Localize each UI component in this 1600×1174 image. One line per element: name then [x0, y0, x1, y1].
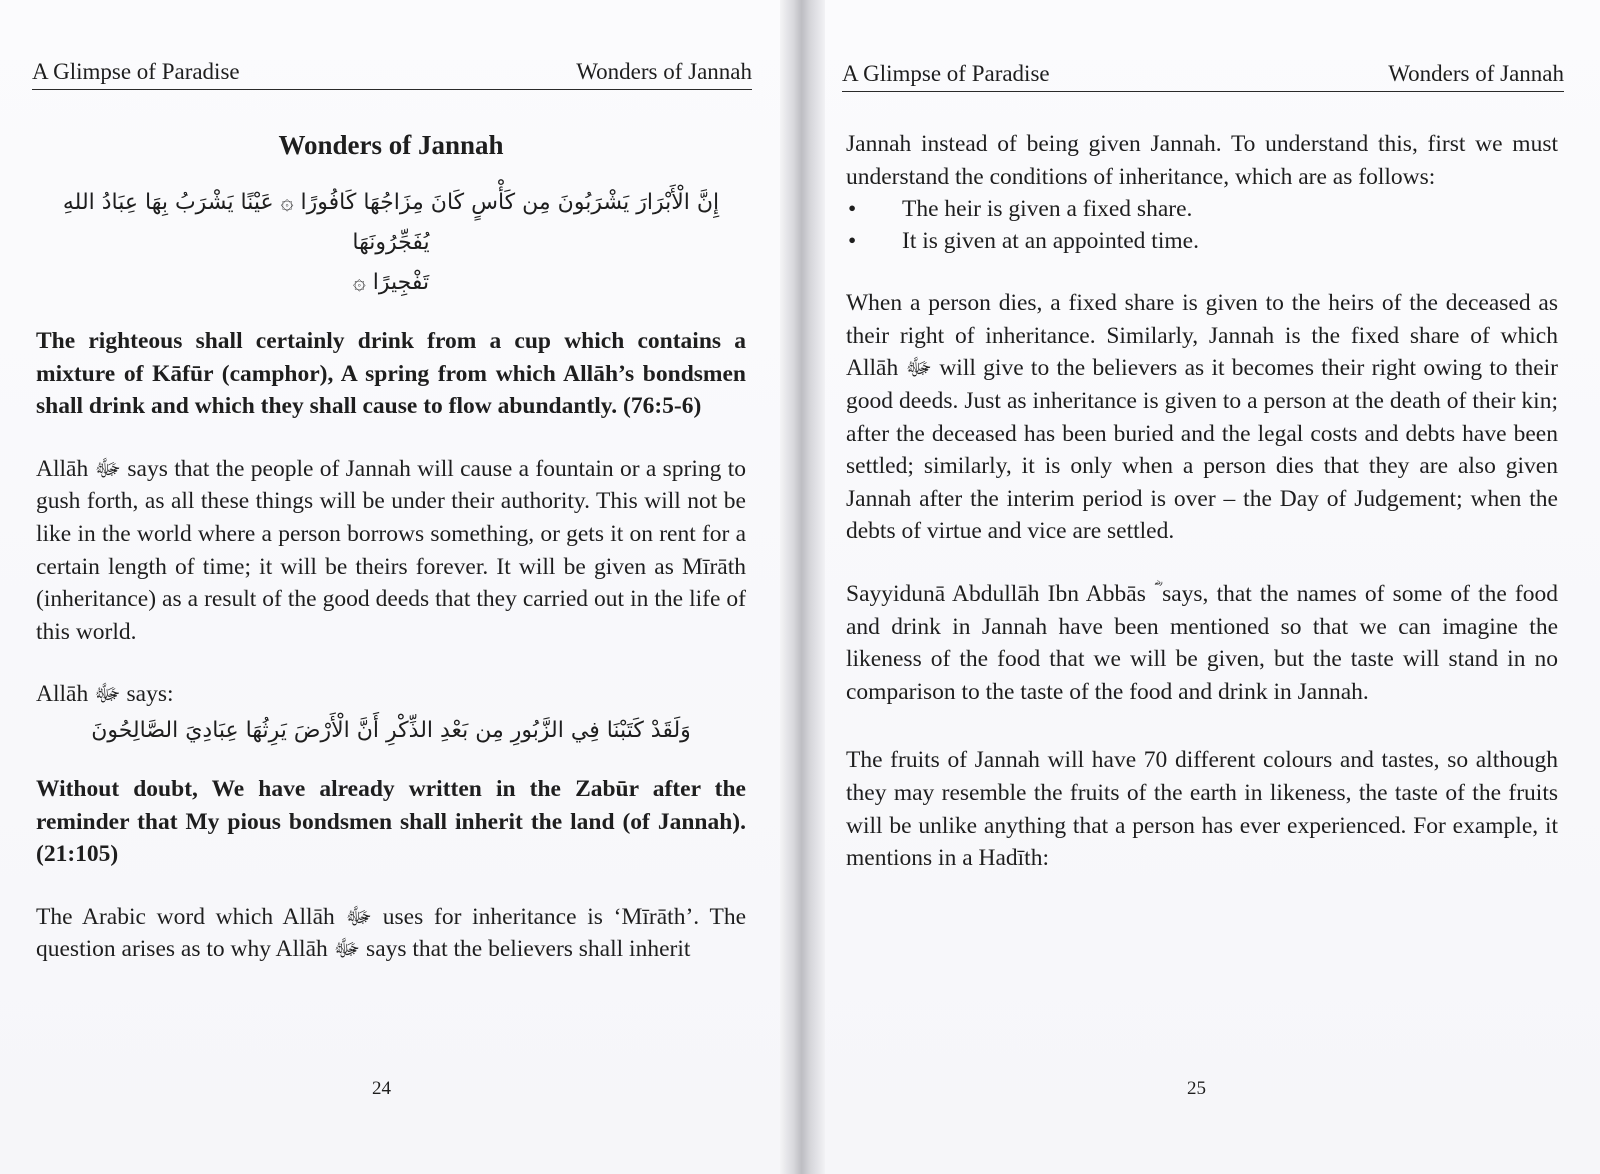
right-page	[810, 0, 1600, 1174]
page-number: 25	[1187, 1078, 1206, 1099]
bullet-icon: •	[848, 228, 857, 255]
left-page	[0, 0, 790, 1174]
header-chapter-title: Wonders of Jannah	[576, 59, 752, 84]
body-paragraph: Jannah instead of being given Jannah. To understand this, first we must understand the conditions of inheritance, which are as follows:	[846, 131, 1558, 190]
list-item: • It is given at an appointed time.	[846, 225, 1558, 257]
chapter-title: Wonders of Jannah	[278, 130, 504, 160]
verse-translation: The righteous shall certainly drink from a cup which contains a mixture of Kāfūr (camphor), A spring from which Allāh’s bondsmen shall drink and which they shall cause to flow abundantly. (76:5-6)	[36, 328, 746, 420]
body-paragraph: Allāh ﷻ says that the people of Jannah will cause a fountain or a spring to gush forth, as all these things will be under their authority. This will not be like in the world where a person borrows something, or gets it on rent for a certain length of time; it will be theirs forever. It will be given as Mīrāth (inheritance) as a result of the good deeds that they carried out in the life of this world.	[36, 455, 746, 645]
arabic-verse: إِنَّ الْأَبْرَارَ يَشْرَبُونَ مِن كَأْسٍ كَانَ مِزَاجُهَا كَافُورًا ۞ عَيْنًا يَشْرَبُ بِهَا عِبَادُ اللهِ يُفَجِّرُونَهَا	[62, 190, 720, 255]
page-number: 24	[372, 1078, 391, 1099]
running-header	[842, 54, 1564, 92]
left-page-content	[36, 118, 746, 966]
body-paragraph: The fruits of Jannah will have 70 different colours and tastes, so although they may resemble the fruits of the earth in likeness, the taste of the fruits will be unlike anything that a person has ever experienced. For example, it mentions in a Hadīth:	[846, 747, 1558, 872]
body-paragraph: The Arabic word which Allāh ﷻ uses for inheritance is ‘Mīrāth’. The question arises as to why Allāh ﷻ says that the believers shall inherit	[36, 903, 746, 963]
bullet-list	[846, 193, 1558, 257]
arabic-verse-continuation: تَفْجِيرًا ۞	[352, 270, 430, 295]
book-gutter	[780, 0, 825, 1174]
verse-translation: Without doubt, We have already written in the Zabūr after the reminder that My pious bondsmen shall inherit the land (of Jannah). (21:105)	[36, 775, 746, 868]
running-header	[32, 52, 752, 90]
body-paragraph: Sayyidunā Abdullāh Ibn Abbās ؓ says, that the names of some of the food and drink in Jannah have been mentioned so that we can imagine the likeness of the food that we will be given, but the taste will stand in no comparison to the taste of the food and drink in Jannah.	[846, 580, 1558, 705]
header-chapter-title: Wonders of Jannah	[1388, 61, 1564, 86]
body-paragraph: Allāh ﷻ says:	[36, 681, 174, 708]
header-book-title: A Glimpse of Paradise	[32, 59, 240, 84]
bullet-icon: •	[848, 196, 857, 223]
arabic-verse: وَلَقَدْ كَتَبْنَا فِي الزَّبُورِ مِن بَعْدِ الذِّكْرِ أَنَّ الْأَرْضَ يَرِثُهَا عِبَادِيَ الصَّالِحُونَ	[91, 717, 691, 743]
header-book-title: A Glimpse of Paradise	[842, 61, 1050, 86]
body-paragraph: When a person dies, a fixed share is given to the heirs of the deceased as their right of inheritance. Similarly, Jannah is the fixed share of which Allāh ﷻ will give to the believers as it becomes their right owing to their good deeds. Just as inheritance is given to a person at the death of their kin; after the deceased has been buried and the legal costs and debts have been settled; similarly, it is only when a person dies that they are also given Jannah after the interim period is over – the Day of Judgement; when the debts of virtue and vice are settled.	[846, 290, 1558, 545]
list-item: • The heir is given a fixed share.	[846, 193, 1558, 225]
right-page-content	[846, 128, 1558, 875]
